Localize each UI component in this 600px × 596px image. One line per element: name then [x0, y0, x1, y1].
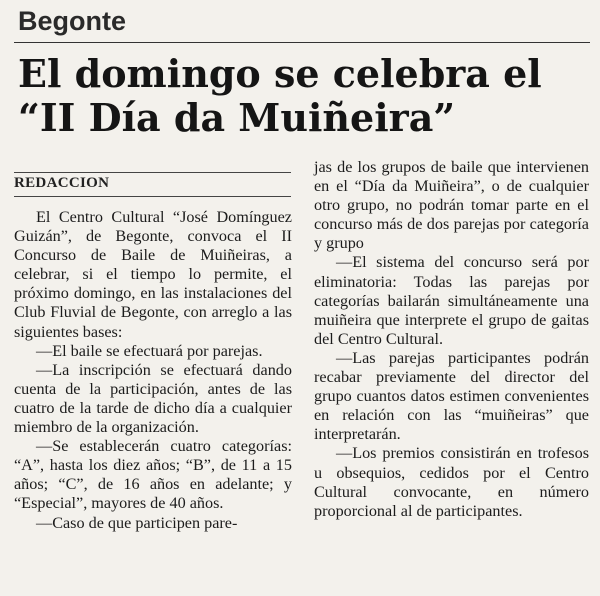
paragraph: —Los premios consistirán en trofesos u obsequios, cedidos por el Centro Cultural convocante, en número proporcional al de participantes.	[314, 444, 589, 520]
article-column-left	[14, 208, 292, 533]
paragraph: —El sistema del concurso será por eliminatoria: Todas las parejas por categorías bailarán simultáneamente una muiñeira que interprete el grupo de gaitas del Centro Cultural.	[314, 253, 589, 348]
section-rule	[14, 42, 590, 43]
byline-rule-bottom	[14, 196, 291, 197]
paragraph: —El baile se efectuará por parejas.	[36, 341, 263, 360]
article-column-right	[314, 158, 589, 521]
section-label: Begonte	[18, 6, 126, 36]
byline-rule-top	[14, 172, 291, 173]
paragraph: El Centro Cultural “José Domínguez Guizán”, de Begonte, convoca el II Concurso de Baile de Muiñeiras, a celebrar, si el tiempo lo permite, el próximo domingo, en las instalaciones del Club Fluvial de Begonte, con arreglo a las siguientes bases:	[14, 208, 292, 341]
paragraph: —Las parejas participantes podrán recabar previamente del director del grupo cuantos datos estimen convenientes en relación con las “muiñeiras” que interpretarán.	[314, 348, 589, 444]
paragraph: —La inscripción se efectuará dando cuenta de la participación, antes de las cuatro de la tarde de dicho día a cualquier miembro de la organización.	[14, 360, 292, 437]
paragraph: —Se establecerán cuatro categorías: “A”, hasta los diez años; “B”, de 11 a 15 años; “C”, de 16 años en adelante; y “Especial”, mayores de 40 años.	[14, 437, 292, 513]
paragraph: jas de los grupos de baile que intervienen en el “Día da Muiñeira”, o de cualquier otro grupo, no podrán tomar parte en el concurso más de dos parejas por categoría y grupo	[314, 158, 589, 253]
paragraph: —Caso de que participen pare-	[36, 513, 238, 532]
headline: El domingo se celebra el “II Día da Muiñeira”	[18, 51, 542, 140]
byline: REDACCION	[14, 175, 110, 191]
